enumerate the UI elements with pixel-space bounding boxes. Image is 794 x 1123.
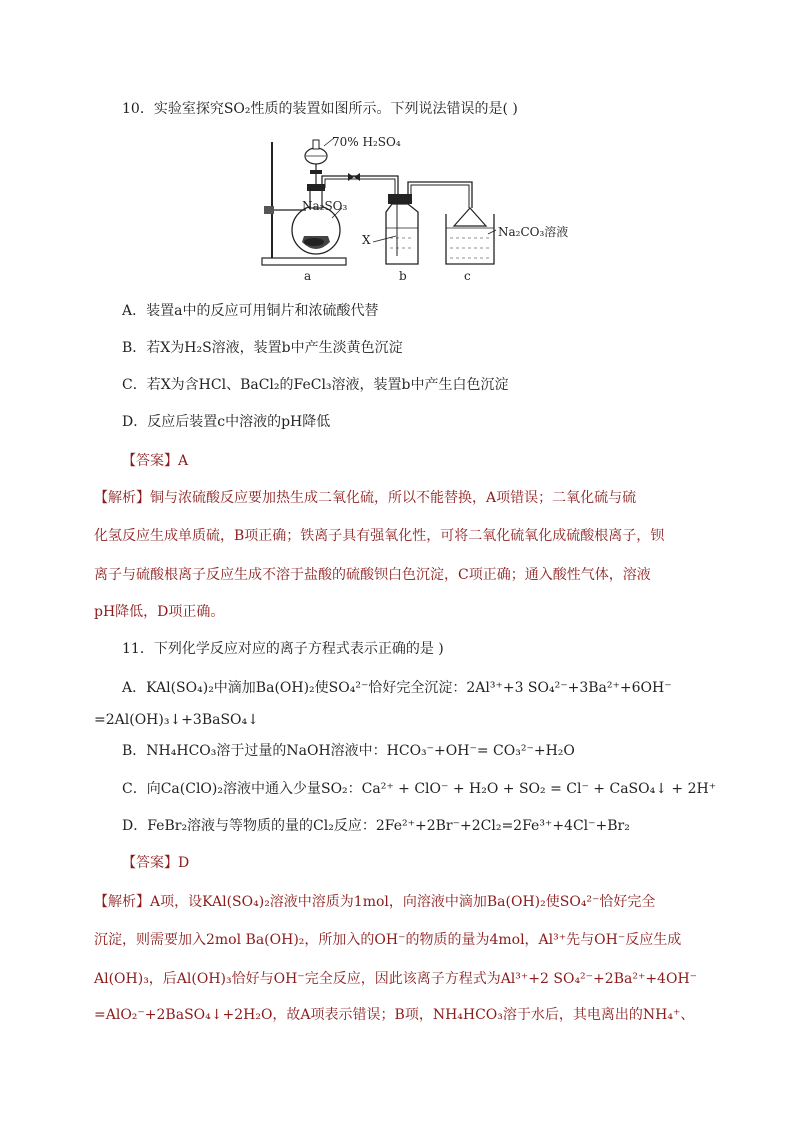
na2so3-label: Na₂SO₃ <box>302 199 348 213</box>
q11-option-a-continued: =2Al(OH)₃↓+3BaSO₄↓ <box>94 712 259 728</box>
h2so4-label: 70% H₂SO₄ <box>332 135 401 149</box>
na2co3-label: Na₂CO₃溶液 <box>498 225 569 239</box>
q11-explanation-line-3: Al(OH)₃，后Al(OH)₃恰好与OH⁻完全反应，因此该离子方程式为Al³⁺+2 SO₄²⁻+2Ba²⁺+4OH⁻ <box>94 971 698 987</box>
q11-option-d: D．FeBr₂溶液与等物质的量的Cl₂反应：2Fe²⁺+2Br⁻+2Cl₂=2Fe³⁺+4Cl⁻+Br₂ <box>122 818 630 834</box>
q11-option-c: C．向Ca(ClO)₂溶液中通入少量SO₂：Ca²⁺ + ClO⁻ + H₂O + SO₂ = Cl⁻ + CaSO₄↓ + 2H⁺ <box>122 781 717 797</box>
q10-explanation-line-1: 【解析】铜与浓硫酸反应要加热生成二氧化硫，所以不能替换，A项错误；二氧化硫与硫 <box>94 490 637 506</box>
q10-option-d: D．反应后装置c中溶液的pH降低 <box>122 414 331 430</box>
q10-option-b: B．若X为H₂S溶液，装置b中产生淡黄色沉淀 <box>122 340 403 356</box>
q10-explanation-line-3: 离子与硫酸根离子反应生成不溶于盐酸的硫酸钡白色沉淀，C项正确；通入酸性气体，溶液 <box>94 567 651 583</box>
b-label: b <box>399 269 407 283</box>
c-label: c <box>464 269 471 283</box>
q10-answer: 【答案】A <box>122 453 189 469</box>
x-label: X <box>362 233 371 247</box>
q11-explanation-line-4: =AlO₂⁻+2BaSO₄↓+2H₂O，故A项表示错误；B项，NH₄HCO₃溶于水后，其电离出的NH₄⁺、 <box>94 1007 695 1023</box>
q11-explanation-line-2: 沉淀，则需要加入2mol Ba(OH)₂，所加入的OH⁻的物质的量为4mol，Al³⁺先与OH⁻反应生成 <box>94 932 682 948</box>
q10-explanation-line-2: 化氢反应生成单质硫，B项正确；铁离子具有强氧化性，可将二氧化硫氧化成硫酸根离子，钡 <box>94 528 665 544</box>
apparatus-diagram <box>258 132 578 290</box>
q10-option-c: C．若X为含HCl、BaCl₂的FeCl₃溶液，装置b中产生白色沉淀 <box>122 377 509 393</box>
q10-stem: 10．实验室探究SO₂性质的装置如图所示。下列说法错误的是( ) <box>122 101 518 117</box>
q10-explanation-line-4: pH降低，D项正确。 <box>94 604 225 620</box>
q11-stem: 11．下列化学反应对应的离子方程式表示正确的是 ) <box>122 641 444 657</box>
q11-answer: 【答案】D <box>122 855 190 871</box>
q11-explanation-line-1: 【解析】A项，设KAl(SO₄)₂溶液中溶质为1mol，向溶液中滴加Ba(OH)₂使SO₄²⁻恰好完全 <box>94 894 656 910</box>
q10-option-a: A．装置a中的反应可用铜片和浓硫酸代替 <box>122 303 379 319</box>
q11-option-a: A．KAl(SO₄)₂中滴加Ba(OH)₂使SO₄²⁻恰好完全沉淀：2Al³⁺+3 SO₄²⁻+3Ba²⁺+6OH⁻ <box>122 680 672 696</box>
a-label: a <box>304 269 312 283</box>
q11-option-b: B．NH₄HCO₃溶于过量的NaOH溶液中：HCO₃⁻+OH⁻= CO₃²⁻+H₂O <box>122 743 575 759</box>
